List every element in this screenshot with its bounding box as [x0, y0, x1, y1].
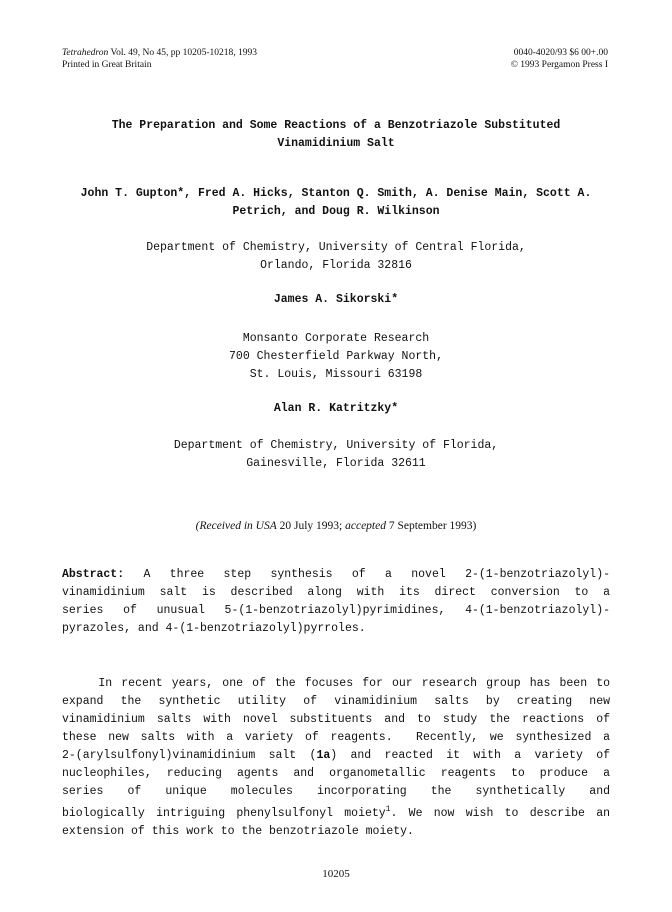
received-prefix: (Received in USA [195, 520, 277, 532]
affiliation-monsanto [0, 330, 672, 384]
issn-price: 0040-4020/93 $6 00+.00 [513, 48, 608, 58]
compound-ref-1a: 1a [316, 749, 331, 762]
journal-citation [62, 47, 257, 59]
body-line-2: expand the synthetic utility of vinamidinium salts by creating new [62, 695, 610, 708]
journal-header [62, 47, 257, 71]
copyright-notice: © 1993 Pergamon Press I [510, 60, 608, 70]
accepted-label: accepted [345, 520, 386, 532]
author-katritzky: Alan R. Katritzky* [273, 402, 399, 415]
affiliation-ucf [0, 239, 672, 275]
body-line-5 [62, 747, 610, 765]
abstract [62, 566, 610, 638]
affiliation-ucf-line-1: Department of Chemistry, University of Central Florida, [146, 241, 526, 254]
title-line-2: Vinamidinium Salt [277, 137, 395, 150]
affiliation-uf [0, 437, 672, 473]
body-line-8 [62, 801, 610, 823]
received-date: 20 July 1993; [276, 520, 346, 532]
affiliation-uf-line-2: Gainesville, Florida 32611 [246, 457, 426, 470]
journal-details: Vol. 49, No 45, pp 10205-10218, 1993 [108, 48, 258, 58]
body-paragraph [62, 675, 610, 841]
body-line-8-b: . We now wish to describe an [390, 806, 610, 820]
received-dates [0, 520, 672, 532]
affiliation-ucf-line-2: Orlando, Florida 32816 [260, 259, 412, 272]
body-line-5-b: ) and reacted it with a variety of [330, 749, 610, 762]
abstract-label: Abstract: [62, 568, 125, 581]
body-line-7: series of unique molecules incorporating the synthetically and [62, 785, 610, 798]
body-line-4: these new salts with a variety of reagents. Recently, we synthesized a [62, 731, 610, 744]
affiliation-monsanto-line-1: Monsanto Corporate Research [242, 332, 430, 345]
abstract-line-1-text: A three step synthesis of a novel 2-(1-benzotriazolyl)- [124, 568, 610, 581]
body-line-3: vinamidinium salts with novel substituents and to study the reactions of [62, 713, 610, 726]
paper-title [0, 117, 672, 153]
body-line-9: extension of this work to the benzotriazole moiety. [62, 824, 414, 838]
author-list [0, 185, 672, 221]
printed-location: Printed in Great Britain [62, 60, 152, 70]
title-line-1: The Preparation and Some Reactions of a Benzotriazole Substituted [111, 119, 561, 132]
body-line-5-a: 2-(arylsulfonyl)vinamidinium salt ( [62, 749, 317, 762]
accepted-date: 7 September 1993) [385, 520, 477, 532]
reference-superscript: 1 [385, 805, 391, 814]
authors-line-1: John T. Gupton*, Fred A. Hicks, Stanton Q. Smith, A. Denise Main, Scott A. [80, 187, 592, 200]
abstract-line-1 [62, 566, 610, 584]
body-line-6: nucleophiles, reducing agents and organometallic reagents to produce a [62, 767, 610, 780]
journal-name: Tetrahedron [62, 48, 109, 58]
body-line-8-a: biologically intriguing phenylsulfonyl moiety [62, 806, 386, 820]
body-line-1: In recent years, one of the focuses for our research group has been to [62, 677, 610, 690]
affiliation-monsanto-line-3: St. Louis, Missouri 63198 [249, 368, 423, 381]
author-sikorski: James A. Sikorski* [273, 293, 399, 306]
abstract-line-3: series of unusual 5-(1-benzotriazolyl)pyrimidines, 4-(1-benzotriazolyl)- [62, 604, 610, 617]
affiliation-uf-line-1: Department of Chemistry, University of Florida, [173, 439, 499, 452]
price-header [511, 47, 608, 71]
abstract-line-2: vinamidinium salt is described along with its direct conversion to a [62, 586, 610, 599]
affiliation-monsanto-line-2: 700 Chesterfield Parkway North, [229, 350, 443, 363]
authors-line-2: Petrich, and Doug R. Wilkinson [232, 205, 440, 218]
abstract-line-4: pyrazoles, and 4-(1-benzotriazolyl)pyrroles. [62, 622, 366, 635]
page-number: 10205 [322, 868, 350, 880]
